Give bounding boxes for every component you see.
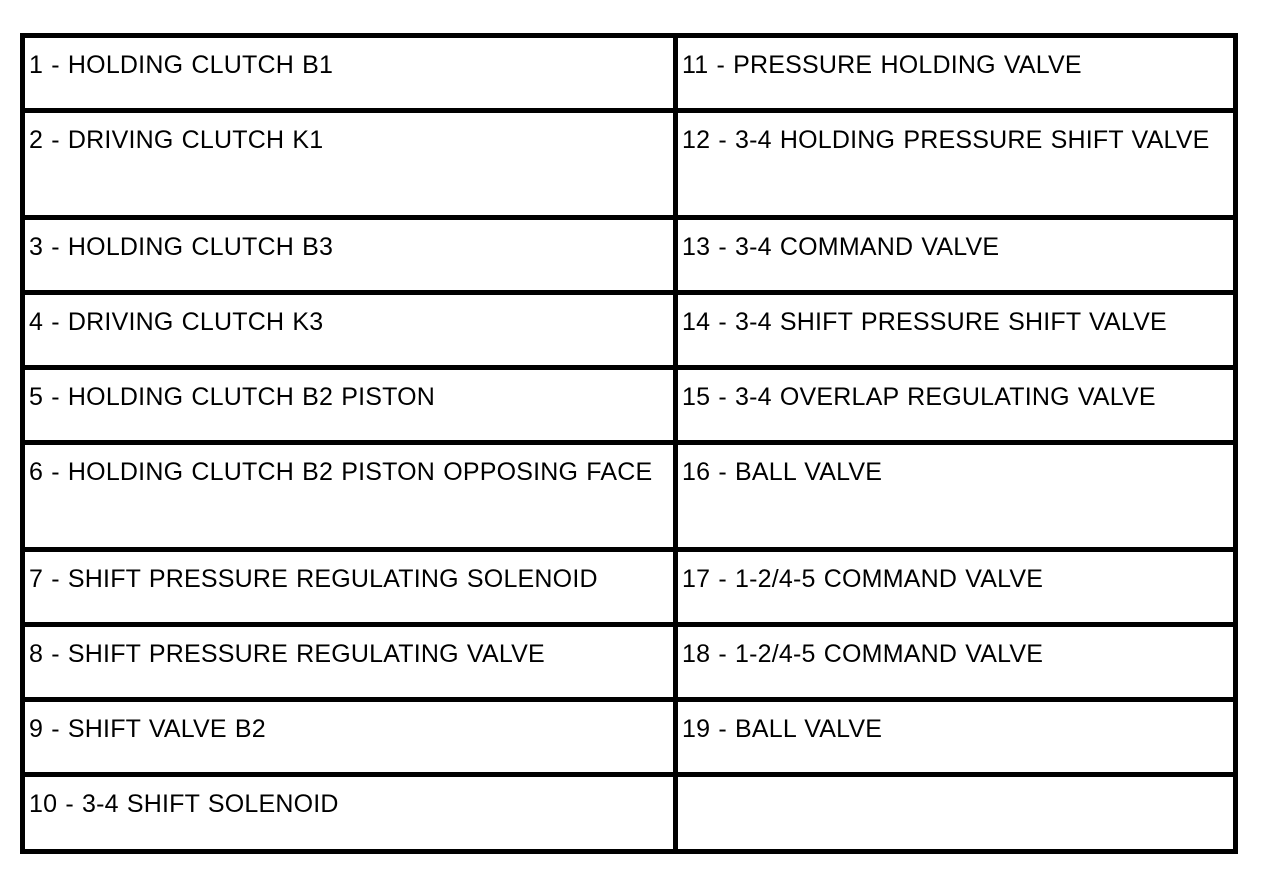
legend-cell-empty — [676, 775, 1236, 852]
legend-cell: 19 - BALL VALVE — [676, 700, 1236, 775]
legend-cell: 16 - BALL VALVE — [676, 443, 1236, 550]
legend-cell: 9 - SHIFT VALVE B2 — [23, 700, 676, 775]
legend-cell: 5 - HOLDING CLUTCH B2 PISTON — [23, 368, 676, 443]
legend-cell: 4 - DRIVING CLUTCH K3 — [23, 293, 676, 368]
table-row — [23, 550, 1236, 625]
legend-cell: 2 - DRIVING CLUTCH K1 — [23, 111, 676, 218]
table-row — [23, 218, 1236, 293]
legend-cell: 6 - HOLDING CLUTCH B2 PISTON OPPOSING FACE — [23, 443, 676, 550]
legend-cell: 12 - 3-4 HOLDING PRESSURE SHIFT VALVE — [676, 111, 1236, 218]
table-row — [23, 111, 1236, 218]
component-legend-table — [20, 33, 1238, 854]
table-row — [23, 36, 1236, 111]
legend-cell: 18 - 1-2/4-5 COMMAND VALVE — [676, 625, 1236, 700]
table-row — [23, 625, 1236, 700]
legend-cell: 14 - 3-4 SHIFT PRESSURE SHIFT VALVE — [676, 293, 1236, 368]
table-row — [23, 775, 1236, 852]
legend-cell: 7 - SHIFT PRESSURE REGULATING SOLENOID — [23, 550, 676, 625]
legend-cell: 17 - 1-2/4-5 COMMAND VALVE — [676, 550, 1236, 625]
legend-cell: 10 - 3-4 SHIFT SOLENOID — [23, 775, 676, 852]
legend-cell: 3 - HOLDING CLUTCH B3 — [23, 218, 676, 293]
legend-cell: 15 - 3-4 OVERLAP REGULATING VALVE — [676, 368, 1236, 443]
legend-cell: 13 - 3-4 COMMAND VALVE — [676, 218, 1236, 293]
legend-cell: 1 - HOLDING CLUTCH B1 — [23, 36, 676, 111]
table-row — [23, 700, 1236, 775]
legend-cell: 8 - SHIFT PRESSURE REGULATING VALVE — [23, 625, 676, 700]
table-row — [23, 293, 1236, 368]
table-row — [23, 368, 1236, 443]
legend-cell: 11 - PRESSURE HOLDING VALVE — [676, 36, 1236, 111]
table-row — [23, 443, 1236, 550]
